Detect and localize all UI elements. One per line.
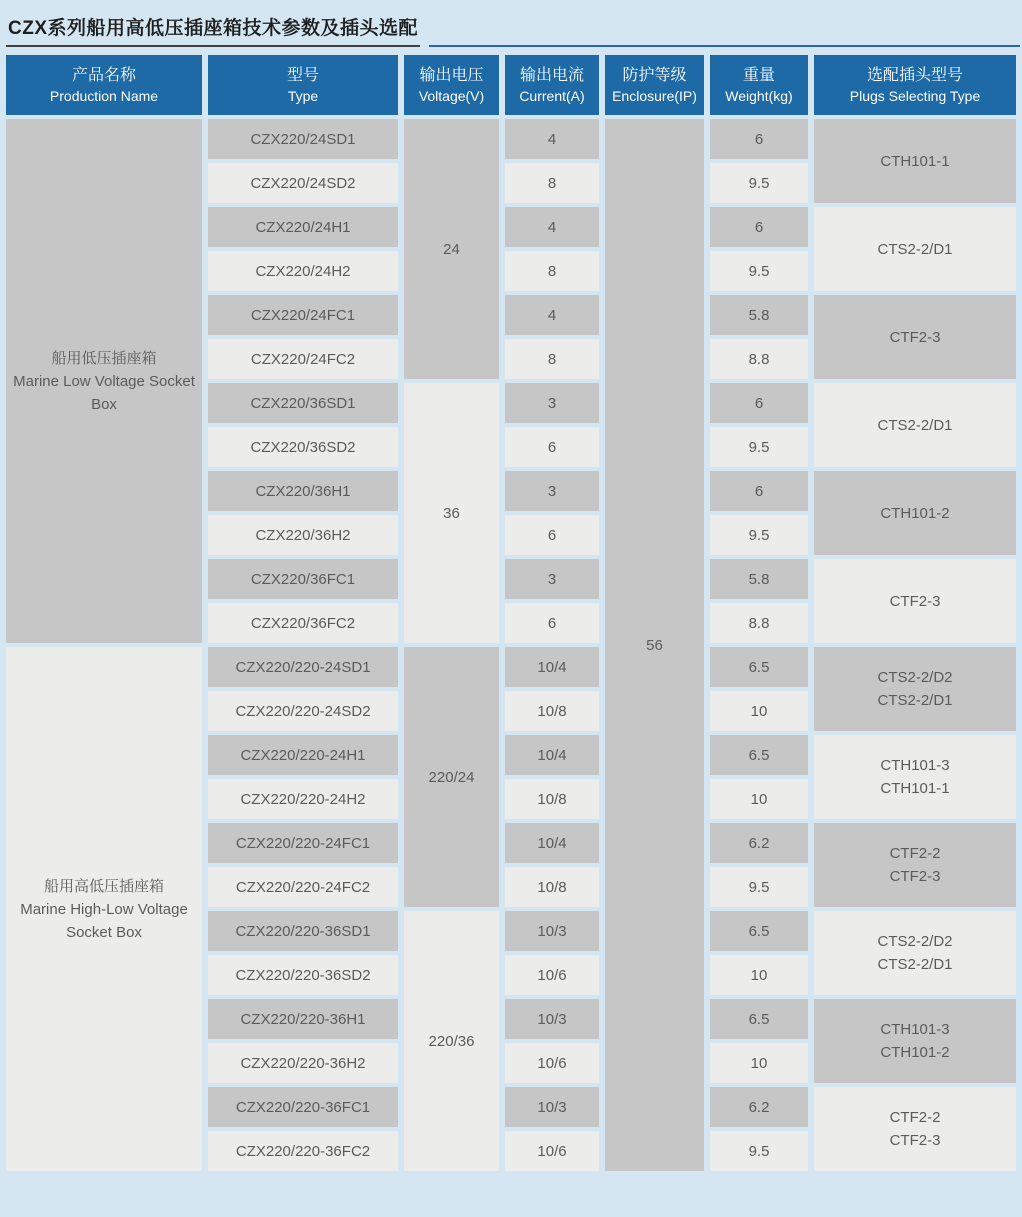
header-zh: 防护等级	[622, 66, 687, 84]
type-cell: CZX220/36H2	[208, 515, 398, 555]
weight-cell: 9.5	[710, 867, 808, 907]
current-cell: 10/6	[505, 955, 599, 995]
weight-cell: 10	[710, 779, 808, 819]
current-cell: 3	[505, 471, 599, 511]
current-cell: 8	[505, 251, 599, 291]
column-header-weight	[710, 55, 808, 115]
plug-cell	[814, 295, 1016, 379]
current-cell: 10/3	[505, 911, 599, 951]
type-cell: CZX220/220-24SD2	[208, 691, 398, 731]
table-row	[6, 647, 1016, 687]
weight-cell: 6.5	[710, 735, 808, 775]
plug-line: CTH101-2	[880, 504, 950, 522]
table-row	[6, 119, 1016, 159]
plug-line: CTF2-3	[889, 1132, 941, 1149]
type-cell: CZX220/36SD2	[208, 427, 398, 467]
product-cell	[6, 119, 202, 643]
header-en: Plugs Selecting Type	[849, 87, 981, 104]
type-cell: CZX220/220-36FC2	[208, 1131, 398, 1171]
current-cell: 6	[505, 603, 599, 643]
weight-cell: 9.5	[710, 515, 808, 555]
type-cell: CZX220/24SD1	[208, 119, 398, 159]
current-cell: 10/6	[505, 1131, 599, 1171]
current-cell: 10/8	[505, 691, 599, 731]
weight-cell: 6	[710, 207, 808, 247]
plug-line: CTS2-2/D2	[877, 669, 953, 686]
type-cell: CZX220/24H2	[208, 251, 398, 291]
plug-line: CTS2-2/D1	[877, 956, 953, 973]
current-cell: 10/8	[505, 867, 599, 907]
plug-line: CTS2-2/D2	[877, 933, 953, 950]
weight-cell: 9.5	[710, 1131, 808, 1171]
plug-line: CTS2-2/D1	[877, 240, 953, 258]
type-cell: CZX220/220-36H2	[208, 1043, 398, 1083]
weight-cell: 9.5	[710, 427, 808, 467]
type-cell: CZX220/24FC2	[208, 339, 398, 379]
plug-cell	[814, 119, 1016, 203]
current-cell: 4	[505, 295, 599, 335]
current-cell: 10/3	[505, 1087, 599, 1127]
weight-cell: 6.5	[710, 911, 808, 951]
plug-line: CTF2-2	[889, 1109, 941, 1126]
column-header-plugs	[814, 55, 1016, 115]
type-cell: CZX220/36FC1	[208, 559, 398, 599]
plug-cell	[814, 911, 1016, 995]
current-cell: 10/3	[505, 999, 599, 1039]
header-zh: 产品名称	[71, 66, 136, 84]
plug-cell	[814, 383, 1016, 467]
weight-cell: 5.8	[710, 295, 808, 335]
spec-table	[0, 51, 1022, 1175]
weight-cell: 9.5	[710, 251, 808, 291]
weight-cell: 10	[710, 1043, 808, 1083]
plug-line: CTS2-2/D1	[877, 416, 953, 434]
title-underline	[429, 45, 1020, 47]
current-cell: 4	[505, 119, 599, 159]
product-cell	[6, 647, 202, 1171]
column-header-type	[208, 55, 398, 115]
header-zh: 选配插头型号	[866, 66, 963, 84]
type-cell: CZX220/220-36SD2	[208, 955, 398, 995]
plug-line: CTH101-1	[880, 152, 950, 170]
type-cell: CZX220/220-36FC1	[208, 1087, 398, 1127]
header-en: Enclosure(IP)	[612, 87, 697, 104]
weight-cell: 6	[710, 471, 808, 511]
header-en: Current(A)	[519, 87, 585, 104]
page-title: CZX系列船用高低压插座箱技术参数及插头选配	[6, 13, 420, 47]
weight-cell: 6.5	[710, 999, 808, 1039]
header-zh: 重量	[742, 66, 775, 84]
header-en: Type	[287, 87, 319, 104]
plug-cell	[814, 559, 1016, 643]
type-cell: CZX220/24SD2	[208, 163, 398, 203]
plug-cell	[814, 823, 1016, 907]
type-cell: CZX220/24H1	[208, 207, 398, 247]
product-name-en: Marine Low Voltage Socket Box	[13, 372, 195, 413]
type-cell: CZX220/220-24FC1	[208, 823, 398, 863]
plug-cell	[814, 999, 1016, 1083]
weight-cell: 10	[710, 691, 808, 731]
current-cell: 10/6	[505, 1043, 599, 1083]
plug-line: CTH101-3	[880, 1021, 950, 1038]
type-cell: CZX220/220-24H1	[208, 735, 398, 775]
weight-cell: 6	[710, 383, 808, 423]
column-header-current	[505, 55, 599, 115]
voltage-cell: 220/36	[404, 911, 499, 1171]
header-zh: 型号	[286, 66, 319, 84]
voltage-cell: 36	[404, 383, 499, 643]
product-name-zh: 船用低压插座箱	[51, 349, 157, 367]
current-cell: 10/8	[505, 779, 599, 819]
type-cell: CZX220/220-24SD1	[208, 647, 398, 687]
column-header-product	[6, 55, 202, 115]
plug-line: CTF2-3	[889, 328, 941, 346]
header-en: Production Name	[49, 87, 159, 104]
weight-cell: 6.5	[710, 647, 808, 687]
column-header-enclosure	[605, 55, 704, 115]
current-cell: 3	[505, 383, 599, 423]
current-cell: 8	[505, 163, 599, 203]
plug-line: CTF2-3	[889, 868, 941, 885]
type-cell: CZX220/36FC2	[208, 603, 398, 643]
plug-cell	[814, 647, 1016, 731]
plug-line: CTF2-3	[889, 592, 941, 610]
current-cell: 8	[505, 339, 599, 379]
current-cell: 6	[505, 515, 599, 555]
plug-line: CTS2-2/D1	[877, 692, 953, 709]
plug-cell	[814, 207, 1016, 291]
header-en: Weight(kg)	[725, 87, 793, 104]
page-title-row	[0, 0, 1022, 47]
product-name-zh: 船用高低压插座箱	[43, 877, 164, 895]
current-cell: 10/4	[505, 647, 599, 687]
column-header-voltage	[404, 55, 499, 115]
current-cell: 6	[505, 427, 599, 467]
weight-cell: 6	[710, 119, 808, 159]
voltage-cell: 24	[404, 119, 499, 379]
current-cell: 10/4	[505, 735, 599, 775]
type-cell: CZX220/220-36SD1	[208, 911, 398, 951]
header-zh: 输出电流	[519, 66, 584, 84]
header-zh: 输出电压	[419, 66, 484, 84]
type-cell: CZX220/220-24H2	[208, 779, 398, 819]
weight-cell: 9.5	[710, 163, 808, 203]
weight-cell: 10	[710, 955, 808, 995]
voltage-cell: 220/24	[404, 647, 499, 907]
product-name-en: Marine High-Low Voltage Socket Box	[20, 900, 188, 941]
plug-cell	[814, 1087, 1016, 1171]
plug-line: CTH101-3	[880, 757, 950, 774]
plug-line: CTF2-2	[889, 845, 941, 862]
header-en: Voltage(V)	[418, 87, 485, 104]
type-cell: CZX220/220-36H1	[208, 999, 398, 1039]
plug-cell	[814, 735, 1016, 819]
header-row	[6, 55, 1016, 115]
type-cell: CZX220/36SD1	[208, 383, 398, 423]
plug-line: CTH101-2	[880, 1044, 950, 1061]
weight-cell: 6.2	[710, 1087, 808, 1127]
current-cell: 3	[505, 559, 599, 599]
weight-cell: 5.8	[710, 559, 808, 599]
enclosure-cell: 56	[605, 119, 704, 1171]
plug-line: CTH101-1	[880, 780, 950, 797]
current-cell: 10/4	[505, 823, 599, 863]
plug-cell	[814, 471, 1016, 555]
type-cell: CZX220/220-24FC2	[208, 867, 398, 907]
weight-cell: 6.2	[710, 823, 808, 863]
weight-cell: 8.8	[710, 339, 808, 379]
type-cell: CZX220/36H1	[208, 471, 398, 511]
type-cell: CZX220/24FC1	[208, 295, 398, 335]
current-cell: 4	[505, 207, 599, 247]
weight-cell: 8.8	[710, 603, 808, 643]
